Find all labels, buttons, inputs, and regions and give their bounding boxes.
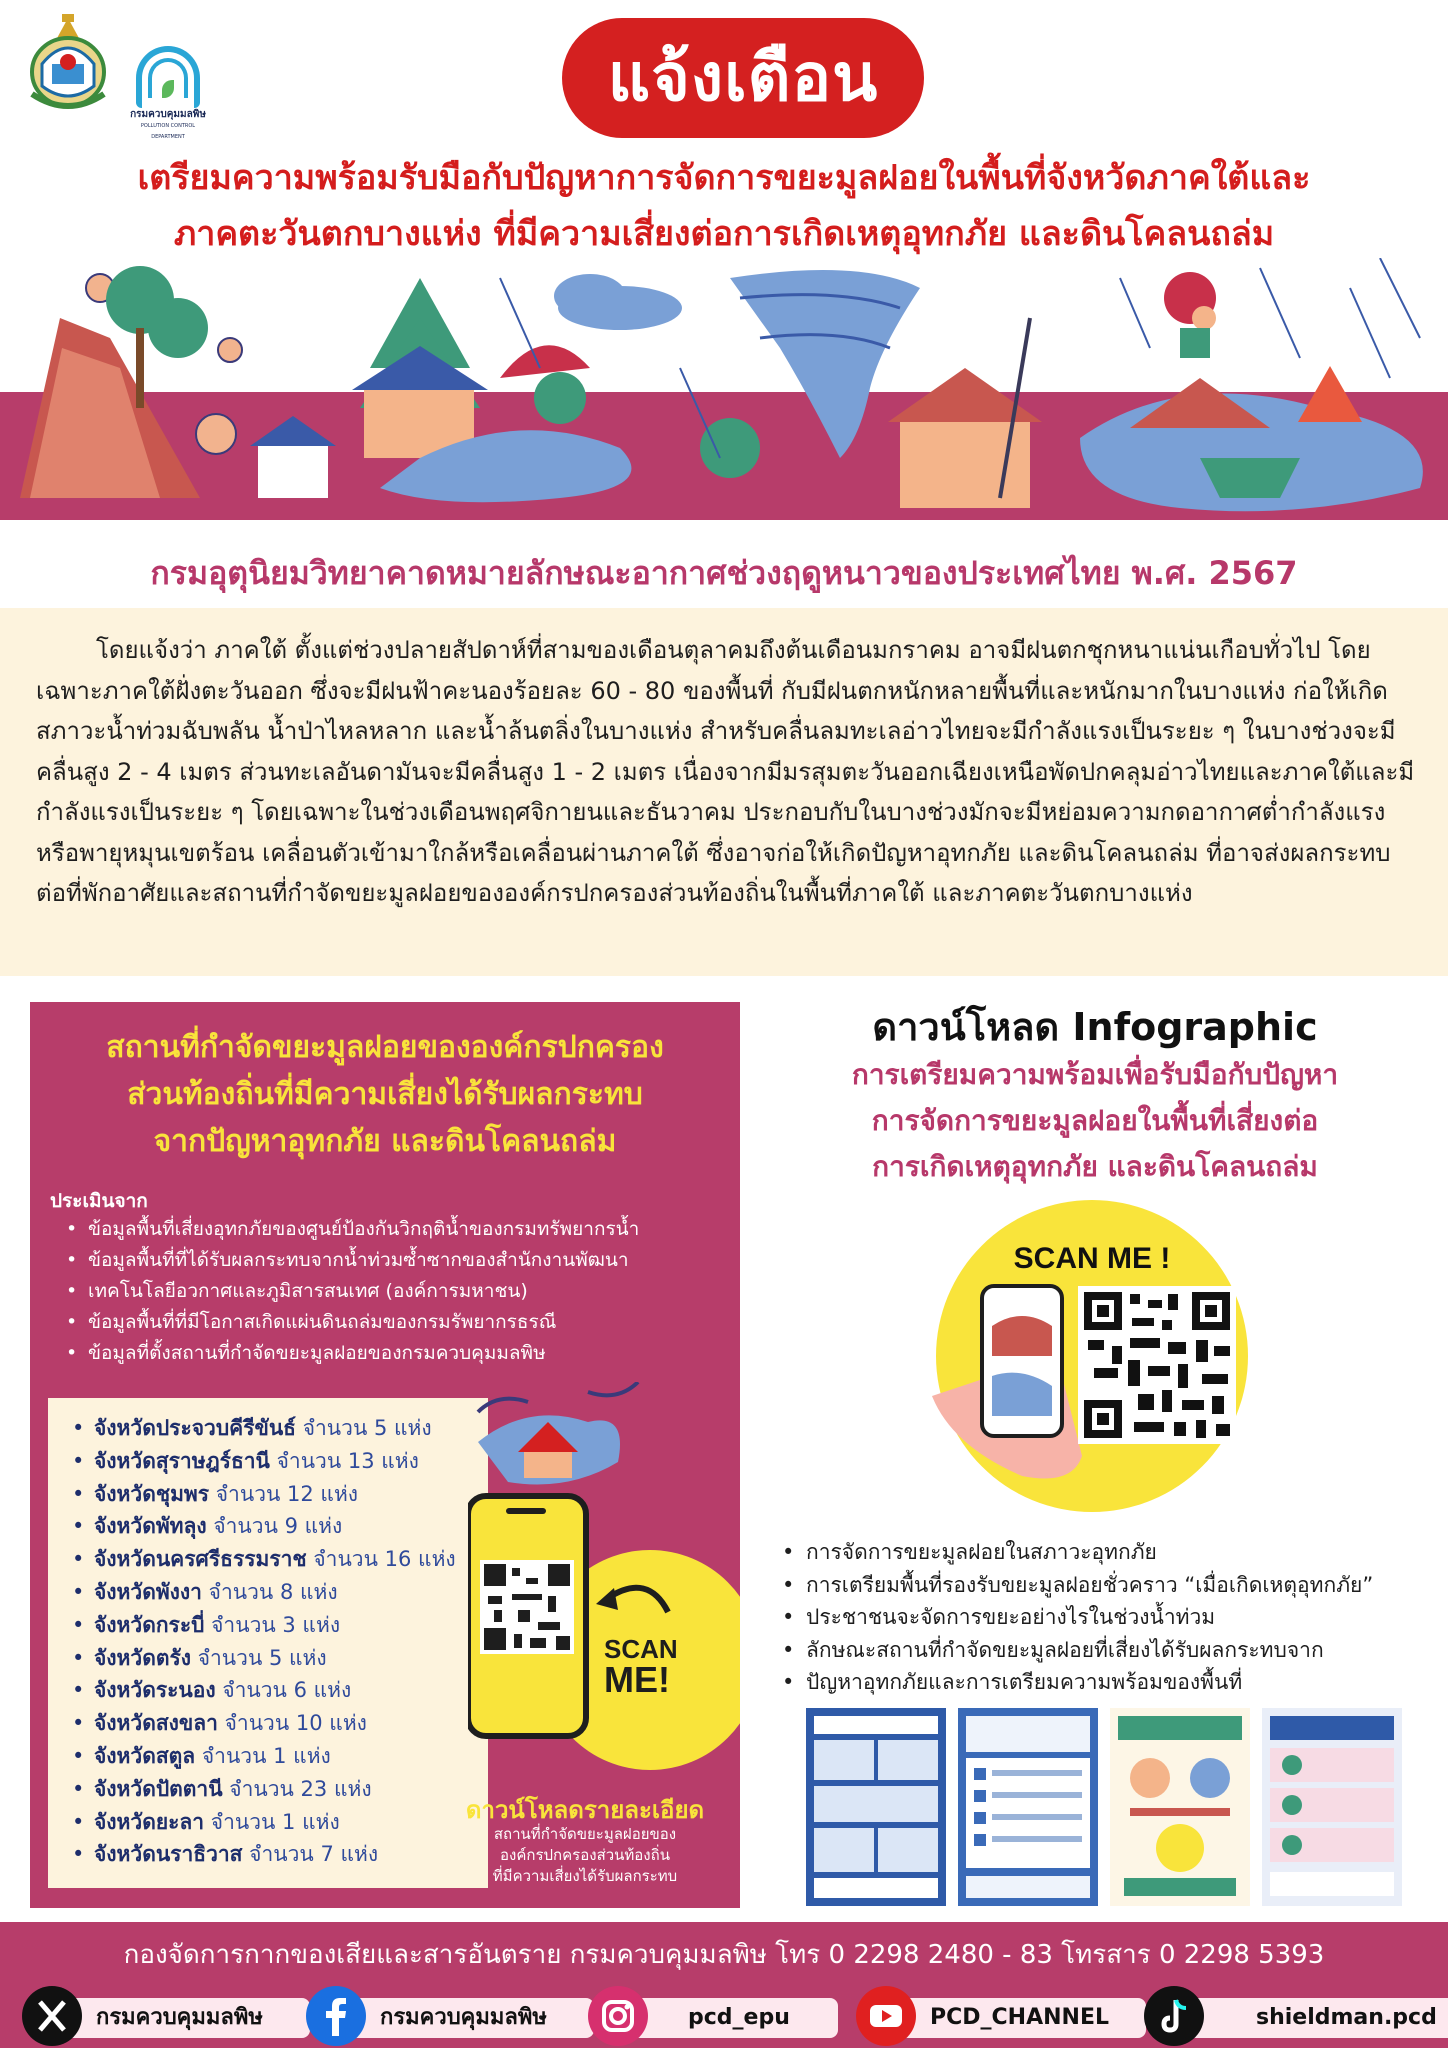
province-name: จังหวัดนราธิวาส bbox=[94, 1842, 243, 1867]
footer bbox=[0, 1922, 1448, 2048]
province-item bbox=[72, 1543, 488, 1576]
infographic-thumbnails bbox=[806, 1708, 1402, 1908]
site-count: จำนวน 7 แห่ง bbox=[249, 1842, 379, 1867]
site-count: จำนวน 9 แห่ง bbox=[213, 1514, 343, 1539]
social-handle: shieldman.pcd bbox=[1184, 1998, 1448, 2038]
list-item: • ข้อมูลพื้นที่ที่ได้รับผลกระทบจากน้ำท่วมซ้ำซากของสำนักงานพัฒนา bbox=[66, 1245, 726, 1276]
province-name: จังหวัดสงขลา bbox=[94, 1711, 218, 1736]
download-details-label: ดาวน์โหลดรายละเอียด bbox=[465, 1796, 705, 1824]
forecast-body: โดยแจ้งว่า ภาคใต้ ตั้งแต่ช่วงปลายสัปดาห์ที่สามของเดือนตุลาคมถึงต้นเดือนมกราคม อาจมีฝนตกชุกหนาแน่นเกือบทั่วไป โดยเฉพาะภาคใต้ฝั่งตะวันออก ซึ่งจะมีฝนฟ้าคะนองร้อยละ 60 - 80 ของพื้นที่ กับมีฝนตกหนักหลายพื้นที่และหนักมากในบางแห่ง ก่อให้เกิดสภาวะน้ำท่วมฉับพลัน น้ำป่าไหลหลาก และน้ำล้นตลิ่งในบางแห่ง สำหรับคลื่นลมทะเลอ่าวไทยจะมีกำลังแรงเป็นระยะ ๆ ในบางช่วงจะมีคลื่นสูง 2 - 4 เมตร ส่วนทะเลอันดามันจะมีคลื่นสูง 1 - 2 เมตร เนื่องจากมีมรสุมตะวันออกเฉียงเหนือพัดปกคลุมอ่าวไทยและภาคใต้และมีกำลังแรงเป็นระยะ ๆ โดยเฉพาะในช่วงเดือนพฤศจิกายนและธันวาคม ประกอบกับในบางช่วงมักจะมีหย่อมความกดอากาศต่ำกำลังแรงหรือพายุหมุนเขตร้อน เคลื่อนตัวเข้ามาใกล้หรือเคลื่อนผ่านภาคใต้ ซึ่งอาจก่อให้เกิดปัญหาอุทกภัย และดินโคลนถล่ม ที่อาจส่งผลกระทบต่อที่พักอาศัยและสถานที่กำจัดขยะมูลฝอยขององค์กรปกครองส่วนท้องถิ่นในพื้นที่ภาคใต้ และภาคตะวันตกบางแห่ง bbox=[36, 636, 1415, 907]
forecast-title: กรมอุตุนิยมวิทยาคาดหมายลักษณะอากาศช่วงฤดูหนาวของประเทศไทย พ.ศ. 2567 bbox=[150, 554, 1298, 592]
youtube-icon bbox=[856, 1986, 916, 2046]
risk-sites-title: สถานที่กำจัดขยะมูลฝอยขององค์กรปกครอง ส่วนท้องถิ่นที่มีความเสี่ยงได้รับผลกระทบ จากปัญหาอุทกภัย และดินโคลนถล่ม bbox=[106, 1030, 664, 1159]
province-name: จังหวัดพังงา bbox=[94, 1579, 202, 1604]
site-count: จำนวน 5 แห่ง bbox=[197, 1645, 327, 1670]
infographic-download-title: ดาวน์โหลด Infographic bbox=[872, 1005, 1318, 1049]
list-item: • ข้อมูลพื้นที่เสี่ยงอุทกภัยของศูนย์ป้องกันวิกฤติน้ำของกรมทรัพยากรน้ำ bbox=[66, 1214, 726, 1245]
province-name: จังหวัดยะลา bbox=[94, 1809, 205, 1834]
disaster-illustration-banner bbox=[0, 258, 1448, 520]
site-count: จำนวน 6 แห่ง bbox=[222, 1678, 352, 1703]
site-count: จำนวน 13 แห่ง bbox=[276, 1448, 419, 1473]
province-name: จังหวัดกระบี่ bbox=[94, 1612, 205, 1637]
assessment-label: ประเมินจาก bbox=[50, 1190, 148, 1212]
instagram-icon bbox=[588, 1986, 648, 2046]
list-item: • การจัดการขยะมูลฝอยในสภาวะอุทกภัย bbox=[778, 1536, 1428, 1569]
province-item bbox=[72, 1773, 488, 1806]
province-item bbox=[72, 1707, 488, 1740]
province-name: จังหวัดสุราษฎร์ธานี bbox=[94, 1448, 270, 1473]
infographic-topics-list bbox=[778, 1536, 1428, 1699]
province-list bbox=[72, 1412, 488, 1871]
province-item bbox=[72, 1576, 488, 1609]
province-item bbox=[72, 1412, 488, 1445]
site-count: จำนวน 3 แห่ง bbox=[211, 1612, 341, 1637]
province-item bbox=[72, 1445, 488, 1478]
infographic-thumbnail[interactable] bbox=[806, 1708, 946, 1906]
site-count: จำนวน 16 แห่ง bbox=[313, 1547, 456, 1572]
site-count: จำนวน 1 แห่ง bbox=[210, 1809, 340, 1834]
province-item bbox=[72, 1806, 488, 1839]
social-handle: กรมควบคุมมลพิษ bbox=[346, 1998, 594, 2038]
assessment-sources-list bbox=[66, 1214, 726, 1369]
page-headline: เตรียมความพร้อมรับมือกับปัญหาการจัดการขยะมูลฝอยในพื้นที่จังหวัดภาคใต้และ ภาคตะวันตกบางแห่ง ที่มีความเสี่ยงต่อการเกิดเหตุอุทกภัย และดินโคลนถล่ม bbox=[137, 158, 1311, 254]
province-item bbox=[72, 1478, 488, 1511]
list-item: • การเตรียมพื้นที่รองรับขยะมูลฝอยชั่วคราว “เมื่อเกิดเหตุอุทกภัย” bbox=[778, 1569, 1428, 1602]
province-name: จังหวัดตรัง bbox=[94, 1645, 192, 1670]
province-list-box bbox=[48, 1398, 488, 1888]
site-count: จำนวน 5 แห่ง bbox=[302, 1416, 432, 1440]
svg-text:SCAN: SCAN bbox=[604, 1634, 678, 1664]
province-name: จังหวัดสตูล bbox=[94, 1743, 196, 1768]
footer-contact: กองจัดการกากของเสียและสารอันตราย กรมควบคุมมลพิษ โทร 0 2298 2480 - 83 โทรสาร 0 2298 5393 bbox=[123, 1940, 1325, 1970]
province-item bbox=[72, 1740, 488, 1773]
province-item bbox=[72, 1510, 488, 1543]
social-handle: pcd_epu bbox=[628, 1998, 838, 2038]
province-item bbox=[72, 1674, 488, 1707]
site-count: จำนวน 8 แห่ง bbox=[208, 1579, 338, 1604]
province-name: จังหวัดนครศรีธรรมราช bbox=[94, 1547, 307, 1572]
site-count: จำนวน 1 แห่ง bbox=[201, 1743, 331, 1768]
qr-code-scan-area[interactable] bbox=[912, 1196, 1272, 1514]
site-count: จำนวน 23 แห่ง bbox=[229, 1776, 372, 1801]
province-item bbox=[72, 1838, 488, 1871]
social-handle: PCD_CHANNEL bbox=[896, 1998, 1146, 2038]
site-count: จำนวน 10 แห่ง bbox=[224, 1711, 367, 1736]
infographic-thumbnail[interactable] bbox=[1262, 1708, 1402, 1906]
infographic-subtitle: การเตรียมความพร้อมเพื่อรับมือกับปัญหา การจัดการขยะมูลฝอยในพื้นที่เสี่ยงต่อ การเกิดเหตุอุทกภัย และดินโคลนถล่ม bbox=[851, 1058, 1339, 1183]
scan-download-art bbox=[468, 1382, 740, 1782]
province-name: จังหวัดประจวบคีรีขันธ์ bbox=[94, 1416, 297, 1440]
list-item: • ลักษณะสถานที่กำจัดขยะมูลฝอยที่เสี่ยงได้รับผลกระทบจาก bbox=[778, 1634, 1428, 1667]
infographic-thumbnail[interactable] bbox=[958, 1708, 1098, 1906]
environment-seal-logo bbox=[22, 14, 114, 114]
infographic-thumbnail[interactable] bbox=[1110, 1708, 1250, 1906]
forecast-box bbox=[0, 608, 1448, 976]
province-name: จังหวัดชุมพร bbox=[94, 1481, 210, 1506]
x-icon bbox=[22, 1986, 82, 2046]
pollution-control-department-logo: กรมควบคุมมลพิษ POLLUTION CONTROL DEPARTMENT bbox=[128, 46, 208, 128]
list-item: • ข้อมูลพื้นที่ที่มีโอกาสเกิดแผ่นดินถล่มของกรมรัพยากรธรณี bbox=[66, 1307, 726, 1338]
svg-text:ME!: ME! bbox=[604, 1659, 670, 1700]
province-name: จังหวัดปัตตานี bbox=[94, 1776, 223, 1801]
risk-sites-panel bbox=[30, 1002, 740, 1908]
province-name: จังหวัดระนอง bbox=[94, 1678, 216, 1703]
list-item-continuation: • ปัญหาอุทกภัยและการเตรียมความพร้อมของพื้นที่ bbox=[778, 1666, 1428, 1699]
tiktok-icon bbox=[1144, 1986, 1204, 2046]
site-count: จำนวน 12 แห่ง bbox=[215, 1481, 359, 1506]
svg-text:SCAN ME !: SCAN ME ! bbox=[1013, 1242, 1171, 1275]
list-item-continuation: • เทคโนโลยีอวกาศและภูมิสารสนเทศ (องค์การมหาชน) bbox=[66, 1276, 726, 1307]
alert-badge: แจ้งเตือน bbox=[562, 18, 924, 138]
province-item bbox=[72, 1642, 488, 1675]
province-item bbox=[72, 1609, 488, 1642]
social-handle: กรมควบคุมมลพิษ bbox=[62, 1998, 310, 2038]
province-name: จังหวัดพัทลุง bbox=[94, 1514, 207, 1539]
download-details-desc: สถานที่กำจัดขยะมูลฝอยของ องค์กรปกครองส่วนท้องถิ่น ที่มีความเสี่ยงได้รับผลกระทบ bbox=[492, 1825, 678, 1885]
list-item: • ประชาชนจะจัดการขยะอย่างไรในช่วงน้ำท่วม bbox=[778, 1601, 1428, 1634]
facebook-icon bbox=[306, 1986, 366, 2046]
list-item: • ข้อมูลที่ตั้งสถานที่กำจัดขยะมูลฝอยของกรมควบคุมมลพิษ bbox=[66, 1338, 726, 1369]
